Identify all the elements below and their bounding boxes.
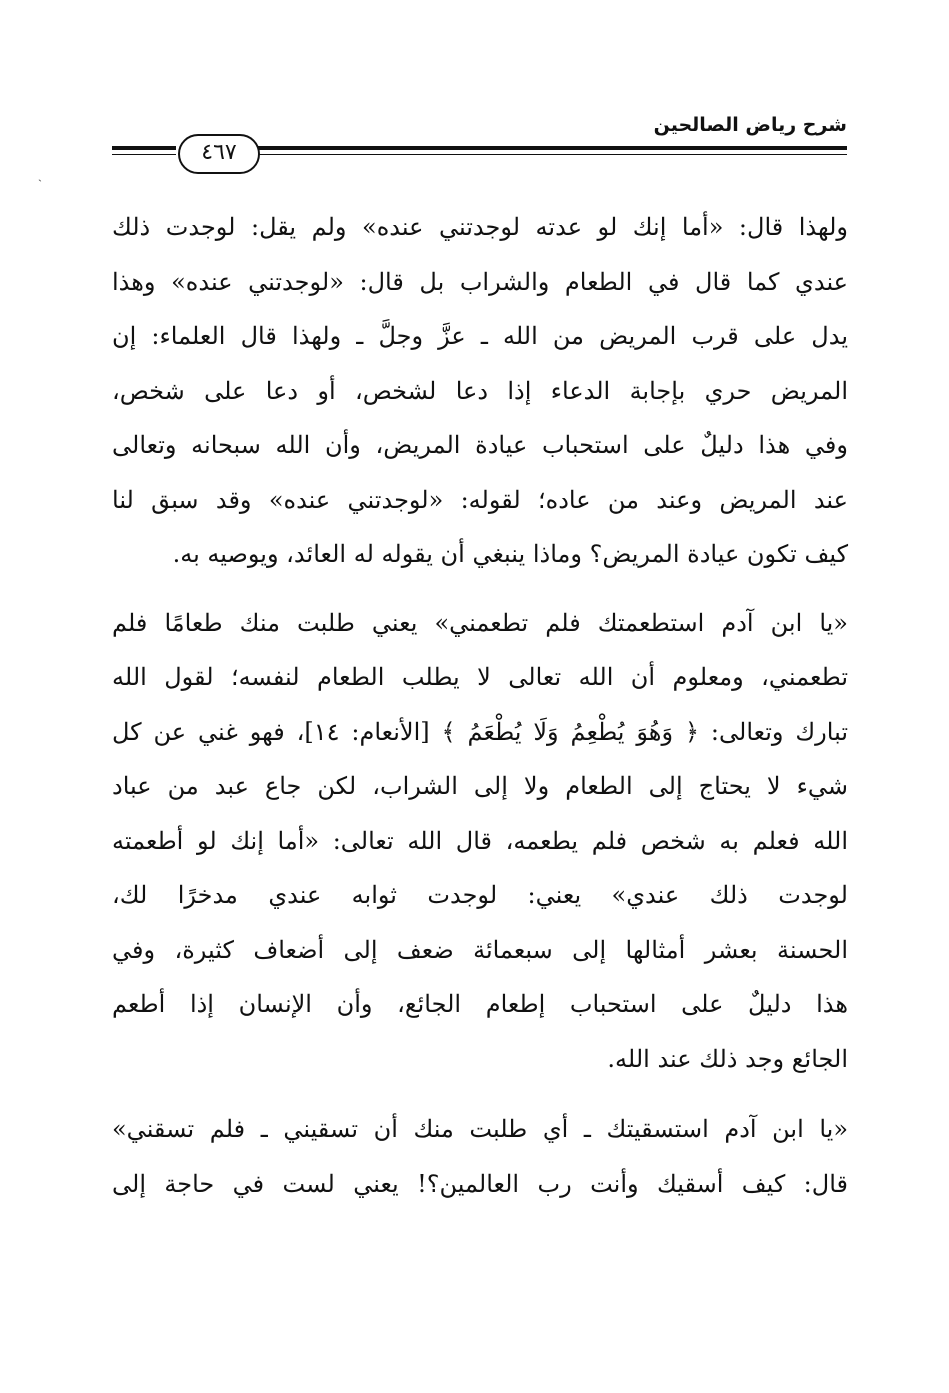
body-text — [112, 200, 848, 1211]
text-line: «يا ابن آدم استسقيتك ـ أي طلبت منك أن تسقيني ـ فلم تسقني» — [112, 1115, 848, 1143]
text-line: عند المريض وعند من عاده؛ لقوله: «لوجدتني عنده» وقد سبق لنا — [112, 485, 848, 514]
paragraph-1 — [112, 200, 848, 582]
header-rule-left-thin — [112, 154, 176, 155]
text-line: هذا دليلٌ على استحباب إطعام الجائع، وأن الإنسان إذا أطعم — [112, 990, 848, 1018]
paragraph-3 — [112, 1102, 848, 1211]
page-number: ٤٦٧ — [201, 140, 237, 165]
text-line: المريض حري بإجابة الدعاء إذا دعا لشخص، أو دعا على شخص، — [112, 376, 848, 405]
text-line: الله فعلم به شخص فلم يطعمه، قال الله تعالى: «أما إنك لو أطعمته — [112, 826, 848, 855]
margin-speck: ˏ — [38, 168, 42, 182]
book-title: شرح رياض الصالحين — [653, 114, 847, 136]
text-line: قال: كيف أسقيك وأنت رب العالمين؟! يعني لست في حاجة إلى — [112, 1169, 848, 1198]
header-rule-right-thin — [258, 154, 847, 155]
header-rule-left-thick — [112, 146, 176, 150]
text-line: كيف تكون عيادة المريض؟ وماذا ينبغي أن يقوله له العائد، ويوصيه به. — [172, 540, 848, 568]
text-line: عندي كما قال في الطعام والشراب بل قال: «لوجدتني عنده» وهذا — [112, 267, 848, 296]
page-number-badge — [178, 134, 260, 174]
text-line: تطعمني، ومعلوم أن الله تعالى لا يطلب الطعام لنفسه؛ لقول الله — [112, 663, 848, 691]
text-line: «يا ابن آدم استطعمتك فلم تطعمني» يعني طلبت منك طعامًا فلم — [112, 608, 848, 637]
text-line: شيء لا يحتاج إلى الطعام ولا إلى الشراب، لكن جاع عبد من عباد — [112, 772, 848, 800]
text-line: ولهذا قال: «أما إنك لو عدته لوجدتني عنده» ولم يقل: لوجدت ذلك — [112, 213, 848, 241]
text-line: يدل على قرب المريض من الله ـ عزَّ وجلَّ ـ ولهذا قال العلماء: إن — [112, 322, 848, 350]
text-line: الجائع وجد ذلك عند الله. — [607, 1044, 848, 1073]
header-rule-right-thick — [258, 146, 847, 150]
text-line: وفي هذا دليلٌ على استحباب عيادة المريض، وأن الله سبحانه وتعالى — [112, 431, 848, 459]
text-line: تبارك وتعالى: ﴿ وَهُوَ يُطْعِمُ وَلَا يُطْعَمُ ﴾ [الأنعام: ١٤]، فهو غني عن كل — [112, 717, 849, 746]
page-header — [112, 112, 847, 182]
paragraph-2 — [112, 596, 848, 1087]
text-line: الحسنة بعشر أمثالها إلى سبعمائة ضعف إلى أضعاف كثيرة، وفي — [112, 935, 848, 964]
text-line: لوجدت ذلك عندي» يعني: لوجدت ثوابه عندي مدخرًا لك، — [112, 881, 848, 909]
